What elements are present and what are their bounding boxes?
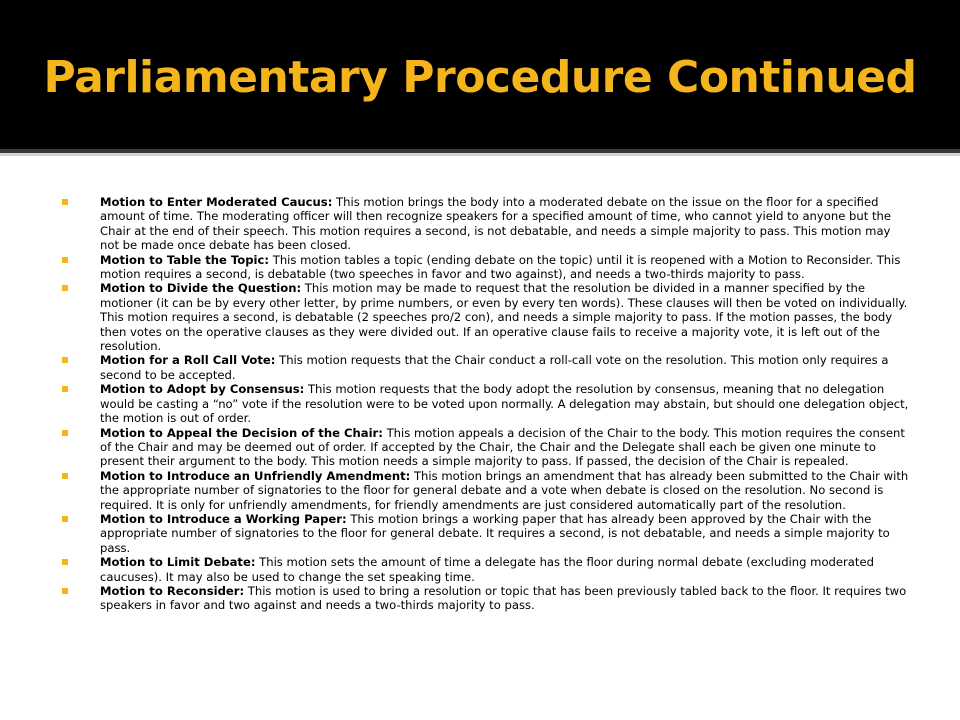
list-item — [62, 426, 910, 469]
list-item — [62, 512, 910, 555]
motion-term: Motion to Enter Moderated Caucus: — [100, 195, 333, 209]
motion-description: This motion brings a working paper that has already been approved by the Chair with the appropriate number of signatories to the floor for general debate. It requires a second, is not debatable, and needs a simple majority to pass. — [100, 511, 890, 555]
slide-body — [62, 195, 910, 613]
motion-term: Motion to Limit Debate: — [100, 555, 256, 570]
list-item — [62, 195, 910, 253]
motion-term: Motion to Adopt by Consensus: — [100, 382, 305, 397]
square-bullet-icon — [62, 199, 68, 205]
square-bullet-icon — [62, 430, 68, 436]
list-item — [62, 253, 910, 282]
motion-description: This motion may be made to request that the resolution be divided in a manner specified by the motioner (it can be by every other letter, by prime numbers, or even by every ten words). These clauses will then be voted on individually. This motion requires a second, is debatable (2 speeches pro/2 con), and needs a simple majority to pass. If the motion passes, the body then votes on the operative clauses as they were divided out. If an operative clause fails to receive a majority vote, it is left out of the resolution. — [100, 281, 908, 354]
list-item — [62, 353, 910, 382]
list-item — [62, 555, 910, 584]
square-bullet-icon — [62, 516, 68, 522]
motion-term: Motion for a Roll Call Vote: — [100, 353, 276, 368]
title-divider-highlight — [0, 153, 960, 156]
square-bullet-icon — [62, 285, 68, 291]
motion-description: This motion is used to bring a resolution or topic that has been previously tabled back to the floor. It requires two speakers in favor and two against and needs a two-thirds majority to pass. — [100, 583, 907, 613]
square-bullet-icon — [62, 559, 68, 565]
list-item — [62, 469, 910, 512]
motion-description: This motion sets the amount of time a delegate has the floor during normal debate (excluding moderated caucuses). It may also be used to change the set speaking time. — [100, 555, 874, 584]
slide-title: Parliamentary Procedure Continued — [43, 52, 917, 103]
square-bullet-icon — [62, 257, 68, 263]
motion-term: Motion to Table the Topic: — [100, 252, 270, 267]
motion-list — [62, 195, 910, 613]
square-bullet-icon — [62, 588, 68, 594]
motion-term: Motion to Reconsider: — [100, 583, 245, 598]
motion-term: Motion to Introduce an Unfriendly Amendment: — [100, 468, 411, 483]
motion-description: This motion appeals a decision of the Chair to the body. This motion requires the consent of the Chair and may be deemed out of order. If accepted by the Chair, the Chair and the Delegate shall each be given one minute to present their argument to the body. This motion needs a simple majority to pass. If passed, the decision of the Chair is repealed. — [100, 425, 905, 469]
motion-description: This motion brings the body into a moderated debate on the issue on the floor for a specified amount of time. The moderating officer will then recognize speakers for a specified amount of time, who cannot yield to anyone but the Chair at the end of their speech. This motion requires a second, is not debatable, and needs a simple majority to pass. This motion may not be made once debate has been closed. — [100, 195, 891, 253]
motion-term: Motion to Appeal the Decision of the Chair: — [100, 425, 383, 440]
motion-description: This motion brings an amendment that has already been submitted to the Chair with the appropriate number of signatories to the floor for general debate and a vote when debate is closed on the resolution. No second is required. It is only for unfriendly amendments, for friendly amendments are just considered automatically part of the resolution. — [100, 468, 909, 512]
motion-term: Motion to Introduce a Working Paper: — [100, 511, 347, 526]
list-item — [62, 281, 910, 353]
list-item — [62, 382, 910, 425]
motion-term: Motion to Divide the Question: — [100, 281, 302, 296]
square-bullet-icon — [62, 357, 68, 363]
square-bullet-icon — [62, 473, 68, 479]
motion-description: This motion requests that the Chair conduct a roll-call vote on the resolution. This motion only requires a second to be accepted. — [100, 353, 889, 382]
motion-description: This motion tables a topic (ending debate on the topic) until it is reopened with a Motion to Reconsider. This motion requires a second, is debatable (two speeches in favor and two against), and needs a two-thirds majority to pass. — [100, 252, 901, 282]
motion-description: This motion requests that the body adopt the resolution by consensus, meaning that no delegation would be casting a “no” vote if the resolution were to be voted upon normally. A delegation may abstain, but should one delegation object, the motion is out of order. — [100, 382, 909, 426]
list-item — [62, 584, 910, 613]
square-bullet-icon — [62, 386, 68, 392]
